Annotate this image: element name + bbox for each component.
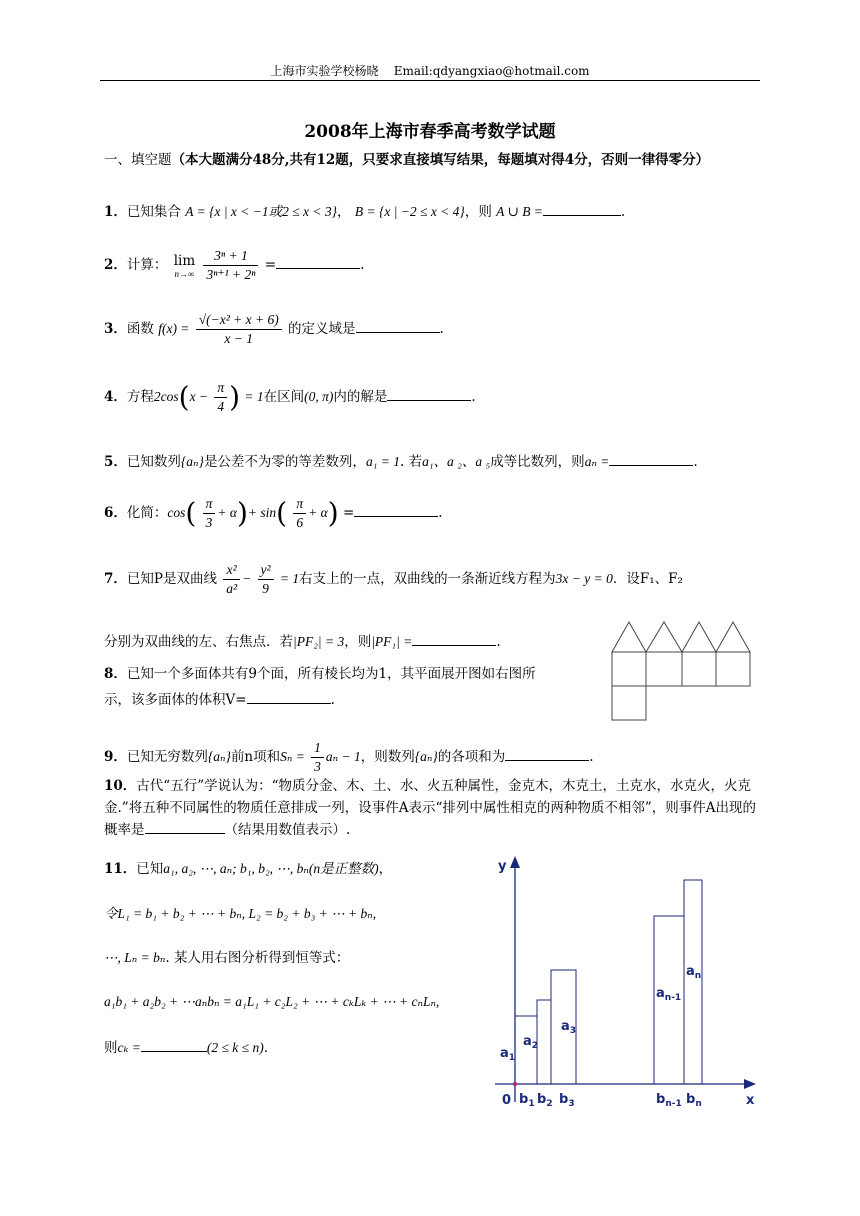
bars-figure bbox=[490, 852, 760, 1112]
q5-text3: . 若 bbox=[400, 454, 423, 470]
q5-text: 已知数列 bbox=[126, 454, 181, 470]
q4-number: 4． bbox=[104, 389, 127, 405]
q4-end: . bbox=[471, 389, 476, 405]
net-square-5 bbox=[612, 686, 646, 720]
header-rule bbox=[100, 80, 760, 81]
q11-line3m: ⋯, Lₙ = bₙ bbox=[104, 950, 166, 965]
q6-plus-alpha-1: + α bbox=[217, 505, 237, 520]
q5-text2: 是公差不为零的等差数列， bbox=[203, 454, 366, 470]
q3-fx: f(x) = bbox=[158, 321, 190, 336]
question-8-line-2 bbox=[104, 688, 335, 708]
question-11-line-5 bbox=[104, 1036, 268, 1056]
q6-number: 6． bbox=[104, 505, 127, 521]
q2-numerator: 3ⁿ + 1 bbox=[203, 248, 258, 266]
q1-set-a: A = {x | x < −1或2 ≤ x < 3} bbox=[185, 204, 338, 219]
q5-an: aₙ = bbox=[584, 454, 610, 469]
q4-answer-blank[interactable] bbox=[387, 399, 471, 401]
label-b1: $b_1$ bbox=[519, 1092, 535, 1109]
q2-denominator: 3ⁿ⁺¹ + 2ⁿ bbox=[206, 267, 256, 282]
figure-axes bbox=[495, 856, 756, 1102]
label-a2: $a_2$ bbox=[523, 1034, 539, 1051]
header-email: qdyangxiao@hotmail.com bbox=[432, 64, 590, 78]
q7-eq: = 1 bbox=[279, 571, 300, 586]
q6-plus-sin: + sin bbox=[247, 505, 277, 520]
q10-text: 古代“五行”学说认为：“物质分金、木、土、水、火五种属性，金克木，木克土，土克水，水克火，火克金.”将五种不同属性的物质任意排成一列，设事件A表示“排列中属性相克的两种物质不相邻”，则事件A出现的概率是 bbox=[104, 778, 756, 838]
question-4: 4．方程2cos(x − $\frac{\pi}{4}$ ) = 1在区间(0, π)内的解是 . bbox=[104, 380, 476, 414]
q9-answer-blank[interactable] bbox=[505, 759, 589, 761]
q1-set-b: B = {x | −2 ≤ x < 4} bbox=[354, 204, 465, 219]
question-11-line-2: 令L₁ = b₁ + b₂ + ⋯ + bₙ, L₂ = b₂ + b₃ + ⋯ + bₙ, bbox=[104, 906, 377, 921]
net-triangle-1 bbox=[612, 622, 646, 652]
q5-answer-blank[interactable] bbox=[609, 464, 693, 466]
origin-dot bbox=[513, 1082, 517, 1086]
q11-line3t: . 某人用右图分析得到恒等式： bbox=[165, 950, 350, 966]
q7-line2b: ，则 bbox=[344, 634, 372, 650]
q7-end: . bbox=[496, 634, 501, 650]
q7-fraction-y bbox=[258, 562, 274, 597]
q3-fraction bbox=[196, 312, 282, 347]
q7-line2a: 分别为双曲线的左、右焦点．若 bbox=[104, 634, 293, 650]
q5-number: 5． bbox=[104, 454, 127, 470]
question-7-line-2 bbox=[104, 630, 501, 650]
net-square-3 bbox=[682, 652, 716, 686]
q3-text: 函数 bbox=[126, 321, 154, 337]
q4-fraction bbox=[214, 380, 227, 415]
q10-tail: （结果用数值表示）. bbox=[224, 822, 351, 838]
q11-line1p: (n是正整数) bbox=[308, 861, 379, 876]
net-square-4 bbox=[716, 652, 750, 686]
q6-six: 6 bbox=[296, 515, 304, 530]
question-1 bbox=[104, 200, 625, 220]
q1-end: . bbox=[620, 204, 626, 220]
q7-pf2: |PF₂| = 3 bbox=[293, 634, 345, 649]
q6-cos: cos bbox=[167, 505, 186, 520]
bar-n bbox=[684, 880, 702, 1084]
label-a1: $a_1$ bbox=[500, 1046, 516, 1063]
q2-end: . bbox=[360, 257, 365, 273]
q7-nine: 9 bbox=[262, 581, 269, 596]
label-b2: $b_2$ bbox=[537, 1092, 553, 1109]
q7-text3: ．设F₁、F₂ bbox=[612, 571, 683, 587]
q9-one: 1 bbox=[311, 740, 324, 758]
q9-fraction bbox=[311, 740, 324, 775]
origin-label: 0 bbox=[502, 1093, 512, 1108]
q4-text: 方程 bbox=[126, 389, 154, 405]
q4-eq: = 1 bbox=[244, 389, 264, 404]
q3-number: 3． bbox=[104, 321, 127, 337]
q4-text3: 内的解是 bbox=[333, 389, 388, 405]
q3-end: . bbox=[439, 321, 444, 337]
q7-x2: x² bbox=[223, 562, 240, 580]
q3-text2: 的定义域是 bbox=[288, 321, 356, 337]
x-axis-arrow bbox=[744, 1079, 756, 1089]
q4-pi: π bbox=[214, 380, 227, 398]
q5-text4: 成等比数列，则 bbox=[490, 454, 585, 470]
q1-text: 已知集合 bbox=[126, 204, 181, 220]
q8-end: . bbox=[330, 692, 335, 708]
q5-end: . bbox=[693, 454, 698, 470]
q6-eq: = bbox=[342, 505, 355, 521]
question-5 bbox=[104, 450, 698, 470]
q11-line1a: 已知 bbox=[136, 861, 164, 877]
q6-answer-blank[interactable] bbox=[354, 515, 438, 517]
net-triangle-2 bbox=[646, 622, 682, 652]
question-8 bbox=[104, 662, 536, 682]
label-b3: $b_3$ bbox=[559, 1092, 575, 1109]
header-school: 上海市实验学校杨晓 bbox=[270, 64, 379, 78]
net-square-2 bbox=[646, 652, 682, 686]
y-axis-arrow bbox=[510, 856, 520, 868]
q1-text2: ，则 bbox=[464, 204, 492, 220]
q6-end: . bbox=[438, 505, 443, 521]
q7-text2: 右支上的一点，双曲线的一条渐近线方程为 bbox=[299, 571, 556, 587]
label-an: $a_n$ bbox=[686, 964, 702, 981]
q8-answer-blank[interactable] bbox=[247, 702, 331, 704]
header-email-label: Email: bbox=[393, 64, 433, 78]
q4-cos: 2cos bbox=[153, 389, 179, 404]
q11-line1e: ， bbox=[378, 861, 393, 877]
q2-text: 计算： bbox=[126, 257, 168, 273]
q6-three: 3 bbox=[205, 515, 213, 530]
q8-line1: 已知一个多面体共有9个面，所有棱长均为1，其平面展开图如右图所 bbox=[126, 666, 536, 682]
q9-seq: {aₙ} bbox=[207, 749, 231, 764]
q7-y2: y² bbox=[258, 562, 274, 580]
q3-denominator: x − 1 bbox=[224, 331, 254, 346]
q9-number: 9． bbox=[104, 749, 127, 765]
q9-three: 3 bbox=[314, 759, 321, 774]
q10-answer-blank[interactable] bbox=[145, 832, 225, 834]
q11-line5r: (2 ≤ k ≤ n) bbox=[206, 1040, 264, 1055]
y-axis-label: y bbox=[498, 859, 507, 874]
q9-seq2: {aₙ} bbox=[414, 749, 438, 764]
q9-end: . bbox=[589, 749, 594, 765]
q1-answer-blank[interactable] bbox=[543, 214, 621, 216]
question-6: 6．化简：cos( $\frac{\pi}{3}$ + α)+ sin( $\frac{\pi}{6}$ + α) = . bbox=[104, 496, 443, 530]
q9-text2: 前n项和 bbox=[230, 749, 281, 765]
section-title: 一、填空题 bbox=[104, 152, 172, 168]
q4-inner: x − bbox=[189, 389, 209, 404]
q7-fraction-x bbox=[223, 562, 240, 597]
figure-bars bbox=[515, 880, 702, 1084]
q6-pi-2: π bbox=[293, 496, 306, 514]
q6-text: 化简： bbox=[126, 505, 168, 521]
q5-terms: a₁、a ₂、a ₅ bbox=[422, 454, 491, 469]
label-bn-1: $b_{n-1}$ bbox=[656, 1092, 682, 1109]
question-9 bbox=[104, 740, 594, 775]
q9-tail: aₙ − 1 bbox=[325, 749, 361, 764]
q6-plus-alpha-2: + α bbox=[308, 505, 328, 520]
bar-2 bbox=[537, 1000, 551, 1084]
q11-number: 11． bbox=[104, 861, 137, 877]
q11-line5e: . bbox=[263, 1040, 269, 1056]
q4-interval: (0, π) bbox=[304, 389, 334, 404]
q7-text: 已知P是双曲线 bbox=[126, 571, 217, 587]
q11-line5m: cₖ = bbox=[117, 1040, 141, 1055]
q7-minus: − bbox=[242, 571, 252, 586]
question-3 bbox=[104, 312, 444, 347]
q9-text4: 的各项和为 bbox=[437, 749, 506, 765]
q10-number: 10． bbox=[104, 778, 137, 794]
q8-number: 8． bbox=[104, 666, 127, 682]
q2-lim-sub: n→∞ bbox=[174, 268, 195, 279]
q1-number: 1． bbox=[104, 204, 127, 220]
q9-text: 已知无穷数列 bbox=[126, 749, 208, 765]
q6-fraction-1 bbox=[203, 496, 216, 531]
q4-four: 4 bbox=[217, 399, 225, 414]
label-an-1: $a_{n-1}$ bbox=[656, 986, 682, 1003]
q3-numerator: √(−x² + x + 6) bbox=[196, 312, 282, 330]
section-heading bbox=[104, 150, 759, 171]
q2-number: 2． bbox=[104, 257, 127, 273]
q5-seq: {aₙ} bbox=[180, 454, 204, 469]
question-11-line-4: a₁b₁ + a₂b₂ + ⋯aₙbₙ = a₁L₁ + c₂L₂ + ⋯ + cₖLₖ + ⋯ + cₙLₙ, bbox=[104, 994, 440, 1009]
page-header bbox=[100, 62, 760, 79]
q4-text2: 在区间 bbox=[263, 389, 305, 405]
q11-line5a: 则 bbox=[104, 1040, 118, 1056]
x-axis-label: x bbox=[746, 1093, 755, 1108]
question-7 bbox=[104, 562, 683, 597]
question-2 bbox=[104, 248, 364, 283]
page-title: 2008年上海市春季高考数学试题 bbox=[304, 122, 556, 142]
q1-expr: A ∪ B = bbox=[496, 204, 543, 219]
q9-text3: ，则数列 bbox=[360, 749, 415, 765]
q7-a2: a² bbox=[226, 581, 238, 596]
q6-pi-1: π bbox=[203, 496, 216, 514]
question-10 bbox=[104, 775, 759, 841]
net-triangle-3 bbox=[682, 622, 716, 652]
q3-answer-blank[interactable] bbox=[356, 331, 440, 333]
label-bn: $b_n$ bbox=[686, 1092, 702, 1109]
q2-limit bbox=[174, 253, 195, 279]
question-11-line-1 bbox=[104, 857, 392, 877]
q7-pf1: |PF₁| = bbox=[371, 634, 413, 649]
q6-fraction-2 bbox=[293, 496, 306, 531]
section-note: （本大题满分48分,共有12题，只要求直接填写结果，每题填对得4分，否则一律得零分） bbox=[171, 152, 710, 168]
q5-a1: a₁ = 1 bbox=[365, 454, 400, 469]
net-shapes bbox=[612, 622, 750, 720]
q11-answer-blank[interactable] bbox=[141, 1050, 207, 1052]
q2-eq: = bbox=[264, 257, 277, 273]
polyhedron-net-figure bbox=[608, 618, 754, 722]
q8-line2: 示，该多面体的体积V= bbox=[104, 692, 247, 708]
question-11-line-3 bbox=[104, 946, 349, 966]
q11-line1m: a₁, a₂, ⋯, aₙ; b₁, b₂, ⋯, bₙ bbox=[163, 861, 309, 876]
label-a3: $a_3$ bbox=[561, 1019, 577, 1036]
q7-number: 7． bbox=[104, 571, 127, 587]
q7-answer-blank[interactable] bbox=[412, 644, 496, 646]
q9-sn: Sₙ = bbox=[280, 749, 305, 764]
net-triangle-4 bbox=[716, 622, 750, 652]
q2-answer-blank[interactable] bbox=[276, 267, 360, 269]
q1-sep: ， bbox=[337, 204, 351, 220]
net-square-1 bbox=[612, 652, 646, 686]
q2-fraction bbox=[203, 248, 258, 283]
q2-lim: lim bbox=[173, 252, 196, 269]
q7-asymptote: 3x − y = 0 bbox=[555, 571, 613, 586]
